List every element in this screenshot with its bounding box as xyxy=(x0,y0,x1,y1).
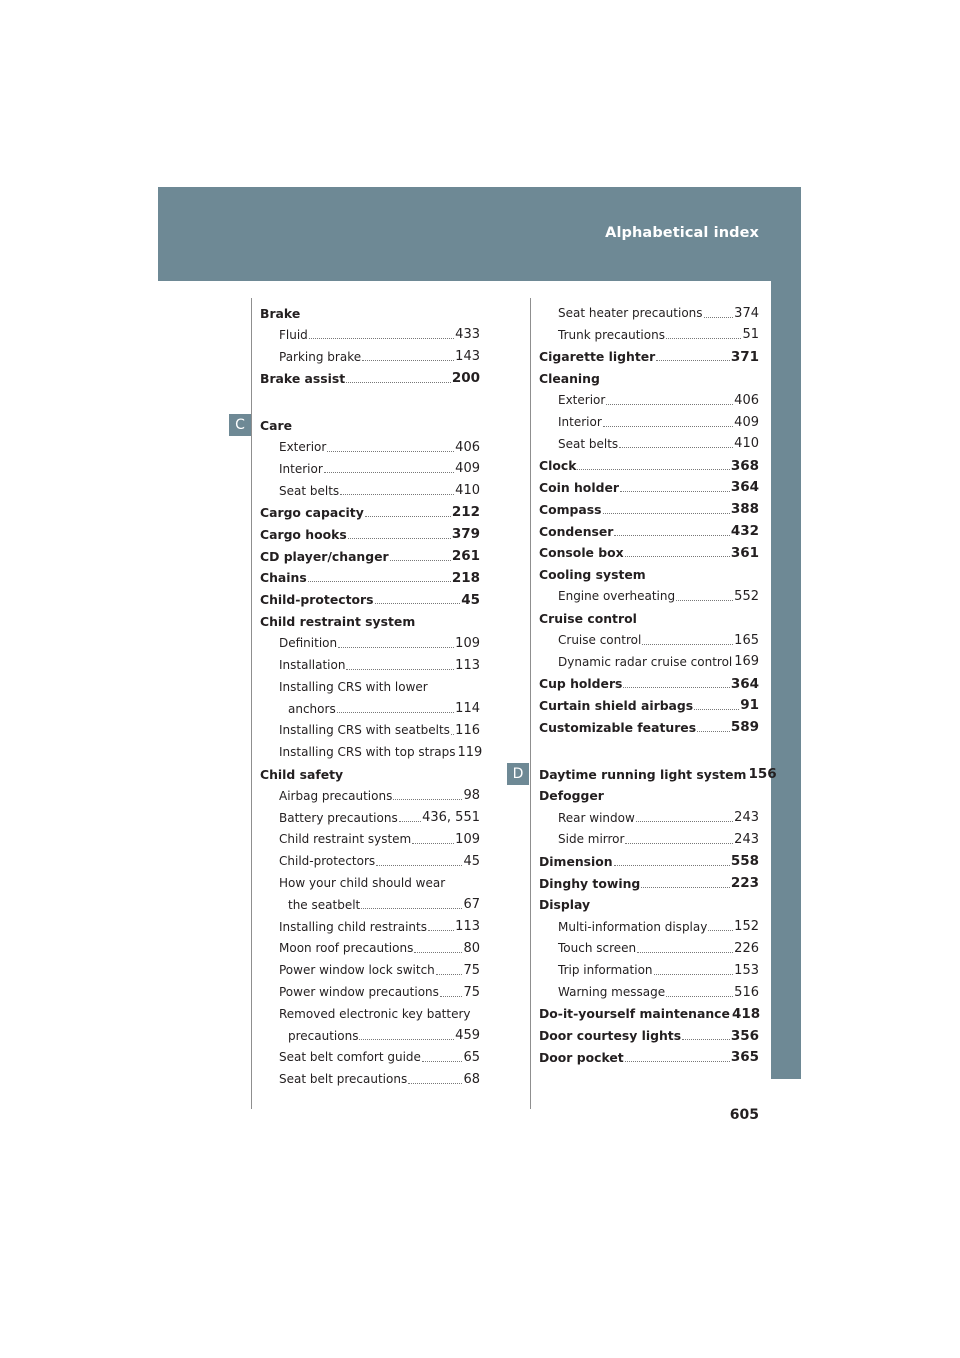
dot-leader xyxy=(656,350,730,361)
index-entry-page: 68 xyxy=(463,1071,480,1087)
dot-leader xyxy=(428,920,454,931)
index-entry-text: Trunk precautions xyxy=(558,327,665,342)
index-entry xyxy=(539,716,759,738)
index-entry xyxy=(539,937,759,959)
index-entry-text: Multi-information display xyxy=(558,919,708,934)
dot-leader xyxy=(625,833,733,844)
index-entry-text: Fluid xyxy=(279,327,308,342)
index-entry-text: Seat heater precautions xyxy=(558,306,703,320)
index-entry xyxy=(260,872,480,894)
index-entry-text: Engine overheating xyxy=(558,589,676,604)
index-entry-text: Daytime running light system xyxy=(539,766,747,782)
index-entry-text: Exterior xyxy=(279,440,327,454)
index-entry xyxy=(260,632,480,654)
index-entry xyxy=(260,324,480,346)
dot-leader xyxy=(603,503,730,514)
index-entry-text: Cruise control xyxy=(558,633,642,647)
index-entry-text: Installation xyxy=(279,658,346,672)
index-entry-text: the seatbelt xyxy=(288,897,361,912)
dot-leader xyxy=(704,307,734,318)
index-entry-page: 218 xyxy=(451,569,480,586)
index-entry xyxy=(260,916,480,938)
index-entry-text: Interior xyxy=(558,415,602,429)
index-entry xyxy=(539,498,759,520)
index-entry xyxy=(260,567,480,589)
index-entry-page: 243 xyxy=(734,810,759,826)
index-entry-page: 356 xyxy=(730,1027,759,1044)
index-entry xyxy=(539,807,759,829)
index-entry xyxy=(539,302,759,324)
index-entry xyxy=(260,610,480,632)
index-entry-page: 91 xyxy=(740,697,759,714)
index-entry-page: 169 xyxy=(734,654,760,670)
index-entry xyxy=(260,894,480,916)
index-entry xyxy=(539,346,759,368)
index-entry-text: Console box xyxy=(539,545,624,561)
dot-leader xyxy=(577,459,729,470)
index-entry xyxy=(260,785,480,807)
index-entry-text: Child safety xyxy=(260,766,344,782)
dot-leader xyxy=(338,637,454,648)
index-entry-text: Compass xyxy=(539,501,602,517)
index-entry xyxy=(539,785,759,807)
index-entry xyxy=(260,981,480,1003)
index-entry xyxy=(260,523,480,545)
index-entry xyxy=(539,607,759,629)
dot-leader xyxy=(606,394,733,405)
index-entry xyxy=(260,719,480,741)
index-entry-page: 459 xyxy=(455,1028,480,1044)
index-entry xyxy=(539,389,759,411)
index-entry xyxy=(260,763,480,785)
index-entry-text: Battery precautions xyxy=(279,810,398,825)
index-entry xyxy=(260,545,480,567)
index-entry-page: 212 xyxy=(451,504,480,521)
index-entry xyxy=(260,1025,480,1047)
dot-leader xyxy=(365,506,451,517)
index-entry-text: Warning message xyxy=(558,985,666,999)
index-entry xyxy=(539,828,759,850)
index-entry-text: Brake xyxy=(260,305,301,321)
index-entry-text: Seat belts xyxy=(558,436,619,451)
index-entry xyxy=(260,698,480,720)
index-entry-text: Cargo hooks xyxy=(260,526,347,542)
index-entry-page: 109 xyxy=(455,831,480,847)
dot-leader xyxy=(666,328,742,339)
index-entry-page: 51 xyxy=(742,327,759,343)
index-entry-text: Defogger xyxy=(539,788,604,804)
dot-leader xyxy=(676,590,733,601)
index-entry xyxy=(539,1046,759,1068)
index-entry xyxy=(539,455,759,477)
index-entry-text: Seat belt comfort guide xyxy=(279,1050,421,1065)
index-entry-text: Cargo capacity xyxy=(260,504,364,520)
index-entry xyxy=(539,411,759,433)
index-entry-text: Seat belt precautions xyxy=(279,1072,408,1087)
index-entry xyxy=(260,414,480,436)
index-entry-page: 364 xyxy=(730,675,759,692)
index-entry-page: 75 xyxy=(463,962,480,978)
column-rule-left xyxy=(251,298,252,1109)
index-entry xyxy=(539,763,777,785)
index-entry-page: 109 xyxy=(455,635,480,651)
index-entry xyxy=(539,520,759,542)
index-entry-text: Cleaning xyxy=(539,370,600,386)
index-entry-text: Interior xyxy=(279,461,323,476)
dot-leader xyxy=(625,1051,730,1062)
index-entry-page: 116 xyxy=(455,722,480,738)
dot-leader xyxy=(436,964,463,975)
index-entry-text: Seat belts xyxy=(279,483,340,498)
index-entry-text: Cooling system xyxy=(539,567,646,583)
dot-leader xyxy=(636,811,733,822)
dot-leader xyxy=(620,481,730,492)
index-entry-page: 156 xyxy=(748,766,777,782)
index-entry-page: 65 xyxy=(463,1049,480,1065)
dot-leader xyxy=(666,986,733,997)
index-entry xyxy=(539,981,759,1003)
index-entry-text: Removed electronic key battery xyxy=(279,1006,471,1021)
dot-leader xyxy=(625,546,730,557)
index-entry xyxy=(260,589,480,611)
dot-leader xyxy=(340,484,454,495)
index-entry-text: Curtain shield airbags xyxy=(539,697,694,713)
dot-leader xyxy=(393,789,462,800)
index-entry-text: Side mirror xyxy=(558,832,625,847)
index-entry-page: 364 xyxy=(730,479,759,496)
index-entry-page: 368 xyxy=(730,457,759,474)
dot-leader xyxy=(399,811,421,822)
dot-leader xyxy=(308,571,451,582)
index-entry-page: 243 xyxy=(734,831,759,847)
index-entry xyxy=(260,741,483,763)
index-entry-text: Do-it-yourself maintenance xyxy=(539,1006,730,1022)
index-entry xyxy=(260,1068,480,1090)
index-entry-page: 410 xyxy=(734,436,759,452)
index-entry-page: 45 xyxy=(461,591,480,608)
dot-leader xyxy=(440,986,463,997)
index-entry-page: 406 xyxy=(455,439,480,455)
index-entry xyxy=(539,916,759,938)
index-entry xyxy=(539,1025,759,1047)
index-entry-page: 143 xyxy=(455,349,480,365)
dot-leader xyxy=(637,942,733,953)
dot-leader xyxy=(641,877,730,888)
index-entry-text: Rear window xyxy=(558,810,635,825)
dot-leader xyxy=(327,441,454,452)
index-entry-text: Cruise control xyxy=(539,610,637,626)
index-entry-page: 119 xyxy=(457,744,483,760)
index-entry-text: Care xyxy=(260,417,292,433)
index-entry-page: 98 xyxy=(463,788,480,804)
index-entry-page: 552 xyxy=(734,588,759,604)
index-entry-page: 365 xyxy=(730,1049,759,1066)
section-tab-c: C xyxy=(229,414,251,436)
index-entry-page: 223 xyxy=(730,875,759,891)
index-entry xyxy=(539,1003,759,1025)
dot-leader xyxy=(623,677,729,688)
index-entry-page: 113 xyxy=(455,919,480,935)
index-entry-text: Condenser xyxy=(539,523,614,539)
side-thumb-tab xyxy=(771,281,801,1079)
dot-leader xyxy=(375,593,461,604)
index-entry-text: Airbag precautions xyxy=(279,788,393,803)
dot-leader xyxy=(346,372,451,383)
index-entry xyxy=(539,651,759,673)
index-entry xyxy=(260,676,480,698)
index-entry-text: Installing child restraints xyxy=(279,919,427,934)
index-entry-text: Clock xyxy=(539,458,577,474)
index-entry-text: Dinghy towing xyxy=(539,875,641,891)
index-entry-text: Door pocket xyxy=(539,1049,624,1065)
dot-leader xyxy=(362,350,454,361)
dot-leader xyxy=(412,833,454,844)
index-entry-page: 153 xyxy=(734,962,759,978)
index-entry-page: 226 xyxy=(734,940,759,956)
index-entry-text: Display xyxy=(539,897,591,913)
index-entry-text: How your child should wear xyxy=(279,876,446,890)
index-entry-text: precautions xyxy=(288,1028,359,1043)
index-entry xyxy=(539,542,759,564)
index-entry-page: 113 xyxy=(455,657,480,673)
index-entry xyxy=(260,807,480,829)
header-band xyxy=(158,187,801,281)
index-entry-text: Dynamic radar cruise control xyxy=(558,654,733,669)
index-entry-text: Installing CRS with lower xyxy=(279,679,428,694)
index-entry xyxy=(260,436,480,458)
index-entry xyxy=(260,1003,480,1025)
index-entry-text: Installing CRS with seatbelts xyxy=(279,723,450,738)
index-entry xyxy=(539,629,759,651)
index-entry-text: Touch screen xyxy=(558,941,637,956)
index-entry-text: Power window lock switch xyxy=(279,963,435,978)
index-entry xyxy=(539,959,759,981)
page-number: 605 xyxy=(729,1107,759,1123)
dot-leader xyxy=(603,416,733,427)
index-entry-text: Definition xyxy=(279,636,338,651)
index-entry-page: 433 xyxy=(455,327,480,343)
dot-leader xyxy=(309,328,454,339)
index-entry-page: 558 xyxy=(730,853,759,870)
index-entry-text: Dimension xyxy=(539,853,613,869)
index-entry xyxy=(260,501,480,523)
index-entry xyxy=(260,959,480,981)
index-entry xyxy=(260,654,480,676)
index-entry-text: Cigarette lighter xyxy=(539,349,656,365)
dot-leader xyxy=(422,1051,463,1062)
index-entry xyxy=(539,564,759,586)
index-entry-page: 379 xyxy=(451,526,480,543)
index-entry-text: Child restraint system xyxy=(260,613,416,629)
index-entry-page: 152 xyxy=(734,919,759,935)
index-entry xyxy=(539,850,759,872)
header-title: Alphabetical index xyxy=(605,225,759,241)
dot-leader xyxy=(619,437,733,448)
index-entry xyxy=(539,894,759,916)
dot-leader xyxy=(346,659,454,670)
index-entry-page: 418 xyxy=(731,1005,761,1022)
dot-leader xyxy=(642,634,733,645)
index-entry-text: Power window precautions xyxy=(279,985,439,999)
index-entry-page: 200 xyxy=(451,370,480,387)
index-entry-page: 409 xyxy=(734,414,759,430)
dot-leader xyxy=(614,855,730,866)
index-entry xyxy=(260,458,480,480)
index-entry xyxy=(539,585,759,607)
index-entry-page: 80 xyxy=(463,940,480,956)
index-entry-text: anchors xyxy=(288,701,336,716)
index-entry xyxy=(539,367,759,389)
index-entry-page: 45 xyxy=(463,853,480,869)
dot-leader xyxy=(376,855,462,866)
dot-leader xyxy=(451,724,454,735)
dot-leader xyxy=(337,702,454,713)
index-entry xyxy=(260,302,480,324)
index-entry xyxy=(539,673,759,695)
index-entry-text: Cup holders xyxy=(539,676,623,692)
index-entry-page: 436, 551 xyxy=(422,810,480,826)
index-entry-page: 432 xyxy=(730,523,759,539)
index-entry xyxy=(539,433,759,455)
dot-leader xyxy=(682,1029,730,1040)
dot-leader xyxy=(414,942,462,953)
index-entry-page: 114 xyxy=(455,701,480,717)
index-entry-page: 406 xyxy=(734,392,759,408)
index-entry-page: 388 xyxy=(730,501,759,518)
index-entry-text: Coin holder xyxy=(539,479,619,495)
dot-leader xyxy=(348,528,451,539)
index-entry-text: Installing CRS with top straps xyxy=(279,745,456,760)
dot-leader xyxy=(694,699,739,710)
index-entry-page: 374 xyxy=(734,305,759,321)
index-entry xyxy=(260,346,480,368)
dot-leader xyxy=(361,898,462,909)
index-entry-text: Child-protectors xyxy=(279,854,376,869)
index-entry-page: 371 xyxy=(730,348,759,365)
dot-leader xyxy=(697,721,730,732)
index-entry xyxy=(260,937,480,959)
index-entry xyxy=(539,872,759,894)
index-entry-text: Child restraint system xyxy=(279,832,412,847)
index-entry-text: Door courtesy lights xyxy=(539,1028,682,1044)
dot-leader xyxy=(708,920,733,931)
index-entry-text: Parking brake xyxy=(279,349,362,364)
index-entry-text: Child-protectors xyxy=(260,592,374,608)
index-entry-text: Trip information xyxy=(558,963,653,978)
index-entry-page: 409 xyxy=(455,461,480,477)
index-entry xyxy=(260,480,480,502)
column-rule-right xyxy=(530,298,531,1109)
index-entry xyxy=(260,828,480,850)
dot-leader xyxy=(654,964,734,975)
index-entry-page: 361 xyxy=(730,544,759,561)
index-entry-text: Customizable features xyxy=(539,719,697,735)
index-entry-page: 589 xyxy=(730,719,759,736)
index-entry-text: Moon roof precautions xyxy=(279,941,414,956)
index-entry-text: Chains xyxy=(260,570,307,586)
index-entry xyxy=(260,367,480,389)
index-entry xyxy=(539,476,759,498)
dot-leader xyxy=(359,1029,454,1040)
dot-leader xyxy=(408,1073,462,1084)
index-entry-page: 75 xyxy=(463,984,480,1000)
index-entry-text: Brake assist xyxy=(260,370,346,386)
index-entry-page: 516 xyxy=(734,984,759,1000)
index-entry-text: Exterior xyxy=(558,393,606,408)
dot-leader xyxy=(390,550,451,561)
index-entry xyxy=(260,1046,480,1068)
dot-leader xyxy=(324,462,454,473)
index-entry-page: 67 xyxy=(463,897,480,913)
index-entry-page: 165 xyxy=(734,632,759,648)
index-entry-page: 261 xyxy=(451,548,480,564)
index-entry xyxy=(539,324,759,346)
index-entry xyxy=(260,850,480,872)
dot-leader xyxy=(614,525,729,536)
index-entry-page: 410 xyxy=(455,483,480,499)
index-entry xyxy=(539,694,759,716)
index-entry-text: CD player/changer xyxy=(260,548,389,564)
section-tab-d: D xyxy=(507,763,529,785)
